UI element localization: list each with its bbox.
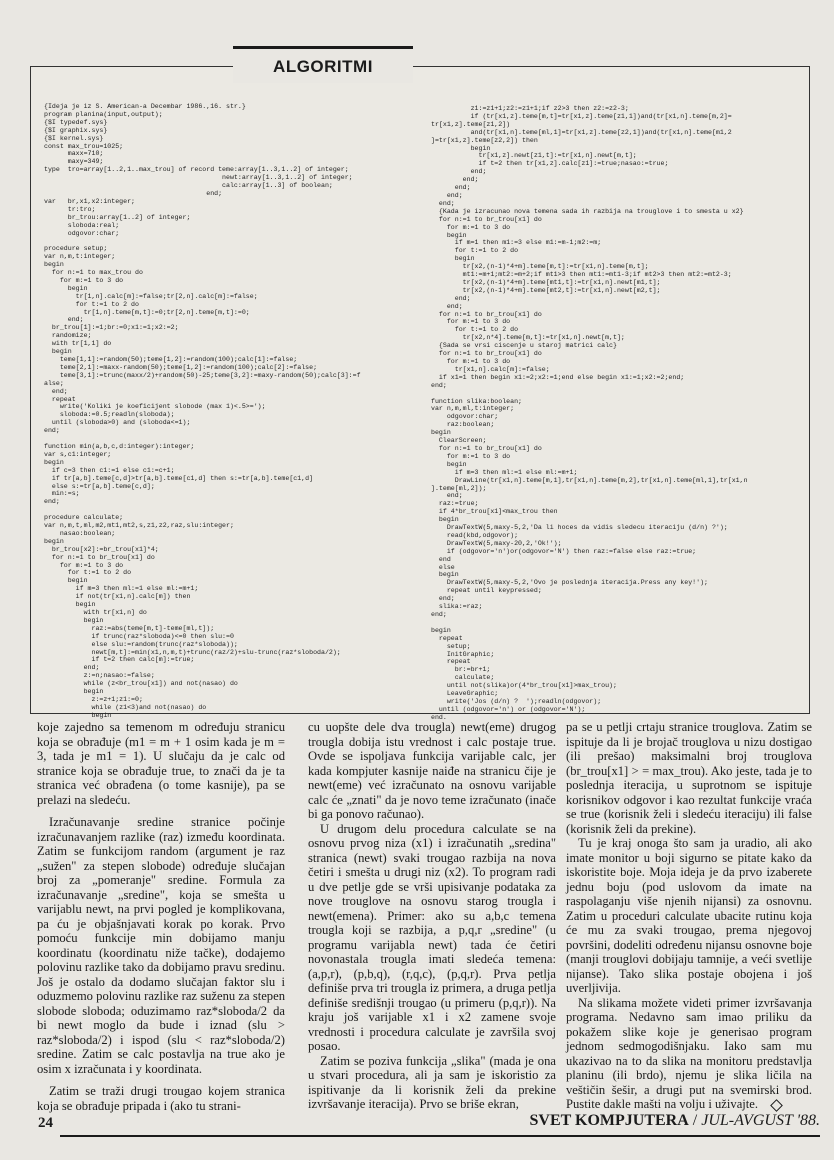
code-listing-right <box>431 105 807 721</box>
code-line: begin <box>431 429 451 437</box>
code-line: z:=n;nasao:=false; <box>44 672 155 680</box>
code-line <box>431 619 807 627</box>
code-line: read(kbd,odgovor); <box>431 531 519 539</box>
code-line: function min(a,b,c,d:integer):integer; <box>44 442 195 450</box>
code-line: raz:boolean; <box>431 421 495 429</box>
footer-rule <box>60 1135 820 1137</box>
code-listing-left <box>44 103 442 719</box>
code-line <box>44 237 442 245</box>
code-line: with tr[1,1] do <box>44 340 112 348</box>
code-line: until (odgovor='n') or (odgovor='N'); <box>431 705 586 713</box>
code-line: begin <box>44 616 104 624</box>
code-line: sloboda:=0.5;readln(sloboda); <box>44 411 175 419</box>
code-line: for m:=1 to 3 do <box>431 452 511 460</box>
code-line: InitGraphic; <box>431 650 495 658</box>
code-line: begin <box>431 460 467 468</box>
code-line: if m=3 then ml:=1 else ml:=m+1; <box>44 585 199 593</box>
code-line: slika:=raz; <box>431 603 483 611</box>
code-line: end <box>431 555 451 563</box>
page-number: 24 <box>38 1115 53 1131</box>
paragraph: cu uopšte dele dva trougla) newt(eme) drugog trougla dobija istu vrednost i calc postaje true. Ovde se ispoljava funkcija varijable calc, jer kada kompjuter kasnije naiđe na stranicu čije je newt(eme) već izračunato na osnovu varijable calc će „znati" da je novo teme izračunato (inače bi ga ponovo računao). <box>308 720 556 821</box>
code-line: {$I graphix.sys} <box>44 126 108 134</box>
code-line: nasao:boolean; <box>44 529 116 537</box>
code-line: maxx=710; <box>44 150 104 158</box>
code-line: end; <box>431 492 463 500</box>
code-line: begin <box>431 516 459 524</box>
code-line: br:=br+1; <box>431 666 491 674</box>
footer-magazine <box>529 1112 820 1130</box>
code-line: end; <box>431 595 455 603</box>
code-line: min:=s; <box>44 490 80 498</box>
code-line: tr[x1,n].calc[m]:=false; <box>431 365 550 373</box>
code-line: {Kada je izracunao nova temena sada ih razbija na trouglove i to smesta u x2} <box>431 207 744 215</box>
code-line: else <box>431 563 455 571</box>
code-line: end; <box>44 427 60 435</box>
code-line: procedure setup; <box>44 245 108 253</box>
code-line: randomize; <box>44 332 92 340</box>
code-line: end; <box>431 191 463 199</box>
article-column-3 <box>566 720 812 1111</box>
code-line: alse; <box>44 379 64 387</box>
code-line: newt[m,t]:=min(x1,n,m,t)+trunc(raz/2)+slu-trunc(raz*sloboda/2); <box>44 648 341 656</box>
code-line: var br,x1,x2:integer; <box>44 197 136 205</box>
code-line: DrawTextW(5,maxy-20,2,'Ok!'); <box>431 539 562 547</box>
code-line: const max_trou=1025; <box>44 142 124 150</box>
code-line: tr:tro; <box>44 205 96 213</box>
code-line: begin <box>44 458 64 466</box>
code-line: for t:=1 to 2 do <box>44 300 139 308</box>
code-line: newt:array[1..3,1..2] of integer; <box>44 174 353 182</box>
code-line: if 4*br_trou[x1]<max_trou then <box>431 508 558 516</box>
code-line: repeat <box>431 634 463 642</box>
code-line: tr[x1,z].newt[z1,t]:=tr[x1,n].newt[m,t]; <box>431 152 637 160</box>
code-line: if (odgovor='n')or(odgovor='N') then raz:=false else raz:=true; <box>431 547 697 555</box>
code-line: for m:=1 to 3 do <box>44 276 124 284</box>
code-line: tr[1,n].calc[m]:=false;tr[2,n].calc[m]:=false; <box>44 292 258 300</box>
code-line: begin <box>44 577 88 585</box>
code-line: odgovor:char; <box>431 413 499 421</box>
code-line: DrawLine(tr[x1,n].teme[m,1],tr[x1,n].teme[m,2],tr[x1,n].teme[ml,1],tr[x1,n <box>431 476 748 484</box>
header-rule-top <box>233 46 413 49</box>
code-line: {$I typedef.sys} <box>44 118 108 126</box>
code-line: program planina(input,output); <box>44 110 163 118</box>
code-line: for n:=1 to br_trou[x1] do <box>431 310 542 318</box>
code-line: if not(tr[x1,n].calc[m]) then <box>44 593 191 601</box>
code-line: tr[x2,(n-1)*4+m].teme[m,t]:=tr[x1,n].teme[m,t]; <box>431 263 649 271</box>
code-line: for n:=1 to br_trou[x1] do <box>44 553 155 561</box>
code-line: begin <box>44 348 72 356</box>
code-line: repeat <box>431 658 471 666</box>
code-line: ]=tr[x1,z].teme[z2,2]) then <box>431 136 538 144</box>
code-line: end; <box>431 381 447 389</box>
code-line: {Sada se vrsi ciscenje u staroj matrici calc} <box>431 342 617 350</box>
code-line: ClearScreen; <box>431 437 487 445</box>
code-line: maxy=349; <box>44 158 104 166</box>
code-line: begin <box>431 231 467 239</box>
code-line: begin <box>44 711 112 719</box>
code-line: if (tr[x1,z].teme[m,t]=tr[x1,z].teme[z1,1])and(tr[x1,n].teme[m,2]= <box>431 112 732 120</box>
code-line: end; <box>431 184 471 192</box>
code-line: DrawTextW(5,maxy-5,2,'Da li hoces da vidis sledecu iteraciju (d/n) ?'); <box>431 524 728 532</box>
code-line: for m:=1 to 3 do <box>431 223 511 231</box>
code-line: tr[x2,(n-1)*4+m].teme[mt1,t]:=tr[x1,n].newt[m1,t]; <box>431 278 661 286</box>
code-line: var n,m,ml,t:integer; <box>431 405 515 413</box>
code-line: for t:=1 to 2 do <box>431 326 519 334</box>
code-line: end. <box>431 713 447 721</box>
code-line: with tr[x1,n] do <box>44 609 147 616</box>
code-line: begin <box>44 601 96 609</box>
code-line: for n:=1 to max_trou do <box>44 269 143 277</box>
code-line: if m=1 then m1:=3 else m1:=m-1;m2:=m; <box>431 239 602 247</box>
paragraph: Tu je kraj onoga što sam ja uradio, ali ako imate monitor u boji sigurno se pitate kako da iskoristite boje. Moja ideja je da prvo izaberete jednu boju (pod uslovom da imate na raspolaganju više njenih nijansi) za osnovnu. Zatim u proceduri calculate ubacite rutinu koja će mu za svaki trougao, prema njegovoj površini, dodeliti određenu nijansu osnovne boje (manji trouglovi dobijaju tamnije, a veći svetlije nijanse). Tako slika postaje obojena i još uverljivija. <box>566 836 812 995</box>
paragraph: Zatim se poziva funkcija „slika" (mada je ona u stvari procedura, ali ja sam je iskoristio za ispitivanje da li korisnik želi da prekine izvršavanje iteracija). Prvo se briše ekran, <box>308 1053 556 1111</box>
code-line: tr[x1,z].teme[z1,2]) <box>431 120 511 128</box>
code-line: if tr[a,b].teme[c,d]>tr[a,b].teme[c1,d] then s:=tr[a,b].teme[c1,d] <box>44 474 314 482</box>
paragraph: pa se u petlji crtaju stranice trouglova. Zatim se ispituje da li je brojač trouglova u nizu dostigao (ili prešao) maksimalni broj trouglova (br_trou[x1] > = max_trou). Ako jeste, tada je to poslednja iteracija, u suprotnom se ispituje korisnikov odgovor i kao rezultat funkcije vraća se true (korisnik želi i sledeću iteraciju) ili false (korisnik želi da prekine). <box>566 720 812 836</box>
code-line: br_trou:array[1..2] of integer; <box>44 213 191 221</box>
code-line: begin <box>431 626 451 634</box>
code-line: for t:=1 to 2 do <box>431 247 519 255</box>
footer-separator: / <box>692 1112 698 1129</box>
code-line: teme[1,1]:=random(50);teme[1,2]:=random(100);calc[1]:=false; <box>44 356 298 363</box>
code-line: function slika:boolean; <box>431 397 523 405</box>
magazine-name: SVET KOMPJUTERA <box>529 1112 689 1129</box>
code-line: sloboda:real; <box>44 221 120 229</box>
article-column-2 <box>308 720 556 1111</box>
code-line: while (z<br_trou[x1]) and not(nasao) do <box>44 680 238 688</box>
code-line: setup; <box>431 642 471 650</box>
code-line: br_trou[1]:=1;br:=0;x1:=1;x2:=2; <box>44 324 179 332</box>
code-line: {Ideja je iz S. American-a Decembar 1986.,16. str.} <box>44 103 246 110</box>
paragraph: Izračunavanje sredine stranice počinje izračunavanjem razlike (raz) između koordinata. Zatim se funkcijom random (argument je raz „sužen" za stepen slobode) određuje slučajan broj za „pomeranje" sredine. Formula za izračunavanje „sredine", koja se smešta u varijablu newt, na prvi pogled je komplikovana, pa ću je objašnjavati korak po korak. Prvo pomoću funkcije min dobijamo manju koordinatu (koordinatu niže tačke), dodajemo polovinu razlike tako da dobijamo pravu sredinu. Još je ostalo da dodamo slučajan faktor slu i oduzmemo polovinu razlike raz suženu za stepen slobode sloboda; oduzimamo raz*sloboda/2 da bi newt moglo da bude i iznad (slu > raz*sloboda/2) i ispod (slu < raz*sloboda/2) sredine. Zatim se calc postavlja na true ako je osim x izračunata i y koordinata. <box>37 815 285 1076</box>
code-line: tr[x2,n*4].teme[m,t]:=tr[x1,n].newt[m,t]; <box>431 334 625 342</box>
code-line: odgovor:char; <box>44 229 120 237</box>
code-listing-box <box>30 66 810 721</box>
paragraph-text: Na slikama možete videti primer izvršavanja programa. Nedavno sam imao priliku da pokažem slike koje je generisao program jednom sedmogodišnjaku. Iako sam mu ukazivao na to da slika na monitoru predstavlja planinu (ili brdo), njemu je slika ličila na veštičin šešir, a drugi put na svemirski brod. Pustite dakle mašti na volju i uživajte. <box>566 995 812 1111</box>
code-line: if trunc(raz*sloboda)<=0 then slu:=0 <box>44 632 234 640</box>
code-line: procedure calculate; <box>44 514 124 522</box>
paragraph: Zatim se traži drugi trougao kojem stranica koja se obrađuje pripada i (ako tu strani- <box>37 1084 285 1113</box>
code-line: end; <box>431 199 455 207</box>
code-line: if t=2 then calc[m]:=true; <box>44 656 195 664</box>
code-line: LeaveGraphic; <box>431 690 499 698</box>
code-line: for n:=1 to br_trou[x1] do <box>431 444 542 452</box>
code-line: var n,m,t:integer; <box>44 253 116 261</box>
code-line: begin <box>431 571 459 579</box>
code-line: tr[x2,(n-1)*4+m].teme[mt2,t]:=tr[x1,n].newt[m2,t]; <box>431 286 661 294</box>
code-line: raz:=abs(teme[m,t]-teme[ml,t]); <box>44 624 215 632</box>
code-line: repeat <box>44 395 76 403</box>
code-line <box>431 390 807 398</box>
code-line: end; <box>431 302 463 310</box>
code-line: {$I kernel.sys} <box>44 134 104 142</box>
code-line: for m:=1 to 3 do <box>431 318 511 326</box>
code-line: calc:array[1..3] of boolean; <box>44 182 333 190</box>
code-line: ].teme[ml,2]); <box>431 484 487 492</box>
code-line: repeat until keypressed; <box>431 587 542 595</box>
code-line: while (z1<3)and not(nasao) do <box>44 703 207 711</box>
code-line: teme[2,1]:=maxx-random(50);teme[1,2]:=random(100);calc[2]:=false; <box>44 363 318 371</box>
code-line: end; <box>431 611 447 618</box>
paragraph <box>566 996 812 1112</box>
code-line: z:=z+1;z1:=0; <box>44 695 143 703</box>
code-line: br_trou[x2]:=br_trou[x1]*4; <box>44 545 159 553</box>
code-line: else slu:=random(trunc(raz*sloboda)); <box>44 640 238 648</box>
code-line: end; <box>431 168 487 176</box>
section-title: ALGORITMI <box>273 56 373 76</box>
code-line: if c=3 then c1:=1 else c1:=c+1; <box>44 466 175 474</box>
code-line: end; <box>431 176 479 184</box>
section-header <box>233 50 413 83</box>
code-line: if x1=1 then begin x1:=2;x2:=1;end else begin x1:=1;x2:=2;end; <box>431 373 685 381</box>
code-line: raz:=true; <box>431 500 479 508</box>
paragraph: U drugom delu procedura calculate se na osnovu prvog niza (x1) i izračunatih „sredina" stranica (newt) svaki trougao razbija na nova četiri i smešta u drugi niz (x2). To program radi u dve petlje gde se vrši upisivanje podataka za nove trouglove na osnovu starog trougla i newt(emena). Primer: ako su a,b,c temena trougla koji se razbija, a p,q,r „sredine" (u programu varijabla newt) tada će četiri novonastala trougla imati sledeća temena: (a,p,r), (p,b,q), (r,q,c), (p,q,r). Prva petlja definiše prva tri trougla iz primera, a druga petlja definiše središnji trougao (u primeru (p,q,r)). Na kraju još varijable x1 i x2 zamene svoje vrednosti i procedura calculate je završila svoj posao. <box>308 821 556 1053</box>
code-line: type tro=array[1..2,1..max_trou] of record teme:array[1..3,1..2] of integer; <box>44 166 349 174</box>
paragraph: koje zajedno sa temenom m određuju stranicu koja se obrađuje (m1 = m + 1 osim kada je m = 3, tada je m1 = 1). U slučaju da je calc od stranice koja se obrađuje true, to znači da je ta stranica već obrađena (o tome kasnije), pa se prelazi na sledeću. <box>37 720 285 807</box>
code-line <box>44 435 442 443</box>
code-line: begin <box>44 537 64 545</box>
code-line: begin <box>44 261 64 269</box>
code-line: end; <box>44 387 68 395</box>
code-line: if m=3 then ml:=1 else ml:=m+1; <box>431 468 578 476</box>
code-line: for n:=1 to br_trou[x1] do <box>431 215 542 223</box>
code-line: for n:=1 to br_trou[x1] do <box>431 350 542 358</box>
code-line: end; <box>44 316 84 324</box>
code-line: for m:=1 to 3 do <box>44 561 124 569</box>
code-line: var s,c1:integer; <box>44 450 112 458</box>
code-line: write('Jos (d/n) ? ');readln(odgovor); <box>431 697 602 705</box>
end-of-article-diamond-icon <box>770 1099 783 1112</box>
issue-date: JUL-AVGUST '88. <box>701 1112 820 1129</box>
code-line: write('Koliki je koeficijent slobode (max 1)<.5>='); <box>44 403 266 411</box>
code-line: DrawTextW(5,maxy-5,2,'Ovo je poslednja iteracija.Press any key!'); <box>431 579 708 587</box>
code-line: until not(slika)or(4*br_trou[x1]>max_trou); <box>431 682 617 690</box>
code-line: begin <box>431 144 491 152</box>
code-line: else s:=tr[a,b].teme[c,d]; <box>44 482 155 490</box>
code-line: end; <box>44 664 100 672</box>
code-line: end; <box>431 294 471 302</box>
code-line <box>44 506 442 514</box>
code-line: end; <box>44 498 60 506</box>
code-line: begin <box>431 255 475 263</box>
code-line: var n,m,t,ml,m2,mt1,mt2,s,z1,z2,raz,slu:integer; <box>44 522 234 530</box>
code-line: for m:=1 to 3 do <box>431 358 511 365</box>
code-line: if t=2 then tr[x1,z].calc[z1]:=true;nasao:=true; <box>431 160 669 168</box>
code-line: calculate; <box>431 674 495 682</box>
code-line: for t:=1 to 2 do <box>44 569 132 577</box>
code-line: begin <box>44 284 88 292</box>
article-column-1 <box>37 720 285 1113</box>
code-line: mt1:=m+1;mt2:=m+2;if mt1>3 then mt1:=mt1-3;if mt2>3 then mt2:=mt2-3; <box>431 271 732 279</box>
code-line: tr[1,n].teme[m,t]:=0;tr[2,n].teme[m,t]:=0; <box>44 308 250 316</box>
code-line: until (sloboda>0) and (sloboda<=1); <box>44 419 191 427</box>
code-line: teme[3,1]:=trunc(maxx/2)+random(50)-25;teme[3,2]:=maxy-random(50);calc[3]:=f <box>44 371 361 379</box>
code-line: end; <box>44 189 223 197</box>
code-line: and(tr[x1,n].teme[ml,1]=tr[x1,z].teme[z2,1])and(tr[x1,n].teme[m1,2 <box>431 128 732 136</box>
code-line: z1:=z1+1;z2:=z1+1;if z2>3 then z2:=z2-3; <box>431 105 629 112</box>
code-line: begin <box>44 688 104 696</box>
